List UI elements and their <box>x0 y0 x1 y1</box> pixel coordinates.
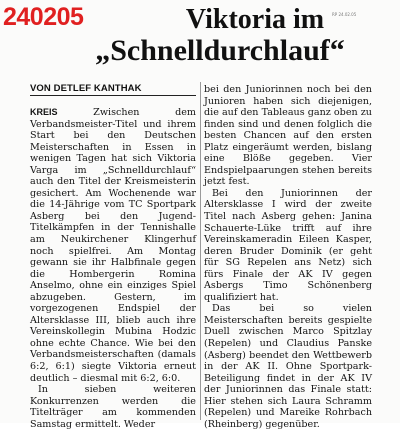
headline-line-2: „Schnelldurchlauf“ <box>95 34 345 67</box>
article-paragraph: bei den Juniorinnen noch bei den Junioren haben sich diejenigen, die auf den Tableaus ganz oben zu finden sind und denen folglich die besten Chancen auf den ersten Platz eingeräumt werden, bislang eine Blöße gegeben. Vier Endspielpaarungen stehen bereits jetzt fest. <box>204 84 372 188</box>
article-paragraph: In sieben weiteren Konkurrenzen werden die Titelträger am kommenden Samstag ermittelt. Weder <box>30 384 196 430</box>
byline: VON DETLEF KANTHAK <box>30 83 142 94</box>
place-mark: KREIS <box>30 107 58 117</box>
date-stamp: RP 24.02.05 <box>332 12 357 17</box>
headline-line-1: Viktoria im <box>185 4 325 35</box>
column-divider <box>200 82 201 420</box>
article-paragraph: Bei den Juniorinnen der Altersklasse I wird der zweite Titel nach Asberg gehen: Janina Schauerte-Lüke trifft auf ihre Vereinskameradin Eileen Kasper, deren Bruder Dominik (er geht für SG Repelen ans Netz) sich fürs Finale der AK IV gegen Asbergs Timo Schönenberg qualifiziert hat. <box>204 187 372 303</box>
byline-rule <box>30 95 196 96</box>
article-paragraph-text: Zwischen dem Verbandsmeister-Titel und ihrem Start bei den Deutschen Meisterschaften in Essen in wenigen Tagen hat sich Viktoria Varga im „Schnelldurchlauf“ auch den Titel der Kreismeisterin gesichert. Am Wochenende war die 14-Jährige vom TC Sportpark Asberg bei den Jugend-Titelkämpfen in der Tennishalle am Neukirchener Klingerhuf noch spielfrei. Am Montag gewann sie ihr Halbfinale gegen die Hombergerin Romina Anselmo, ohne ein einziges Spiel abzugeben. Gestern, im vorgezogenen Endspiel der Altersklasse III, blieb auch ihre Vereinskollegin Mubina Hodzic ohne echte Chance. Wie bei den Verbandsmeisterschaften (damals 6:2, 6:1) siegte Viktoria erneut deutlich – diesmal mit 6:2, 6:0. <box>30 107 196 384</box>
article-paragraph <box>30 107 196 384</box>
article-column-left <box>30 107 196 430</box>
archive-number: 240205 <box>3 3 84 31</box>
article-column-right <box>204 84 372 430</box>
article-paragraph: Das bei so vielen Meisterschaften bereits gespielte Duell zwischen Marco Spitzlay (Repelen) und Claudius Panske (Asberg) beendet den Wettbewerb in der AK II. Ohne Sportpark-Beteiligung findet in der AK IV der Juniorinnen das Finale statt: Hier stehen sich Laura Schramm (Repelen) und Mareike Rohrbach (Rheinberg) gegenüber. <box>204 303 372 430</box>
